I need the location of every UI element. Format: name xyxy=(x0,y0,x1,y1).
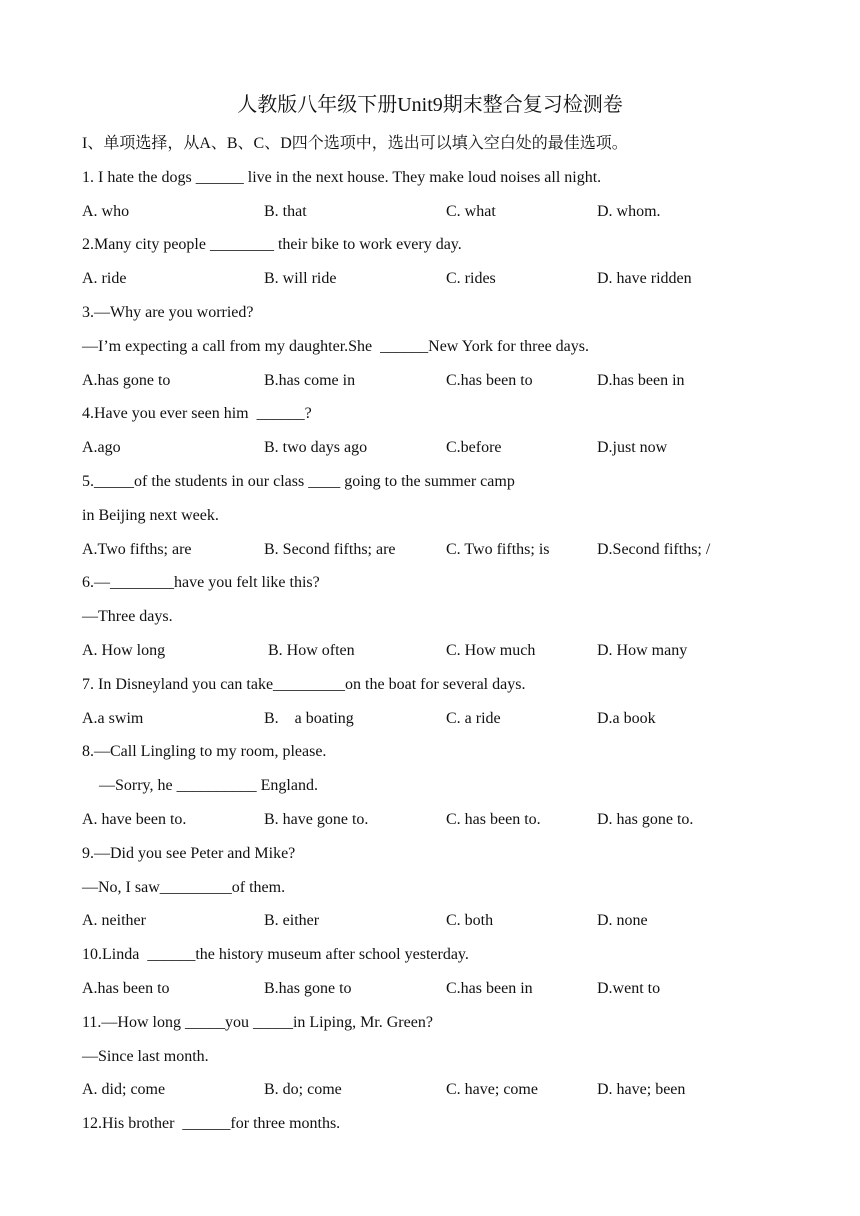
question-stem-line-2: —Three days. xyxy=(82,608,173,626)
question-4 xyxy=(82,403,782,471)
option-d[interactable]: D. has gone to. xyxy=(597,810,694,828)
options-row xyxy=(82,809,782,843)
question-5 xyxy=(82,471,782,572)
option-d[interactable]: D.just now xyxy=(597,439,668,457)
option-d[interactable]: D. How many xyxy=(597,641,688,659)
question-9 xyxy=(82,843,782,944)
options-row xyxy=(82,1079,782,1113)
option-d[interactable]: D. have; been xyxy=(597,1081,686,1099)
question-stem: 7. In Disneyland you can take_________on the boat for several days. xyxy=(82,675,526,693)
options-row xyxy=(82,437,782,471)
option-b[interactable]: B. will ride xyxy=(264,270,337,288)
option-c[interactable]: C. both xyxy=(446,912,494,930)
question-10 xyxy=(82,944,782,1012)
option-b[interactable]: B. do; come xyxy=(264,1081,342,1099)
page-title: 人教版八年级下册Unit9期末整合复习检测卷 xyxy=(237,94,623,116)
option-d[interactable]: D.a book xyxy=(597,709,656,727)
option-b[interactable]: B. a boating xyxy=(264,709,354,727)
option-c[interactable]: C. have; come xyxy=(446,1081,538,1099)
option-b[interactable]: B. either xyxy=(264,912,320,930)
option-b[interactable]: B. that xyxy=(264,202,307,220)
option-b[interactable]: B.has gone to xyxy=(264,979,352,997)
question-stem-line-2: —No, I saw_________of them. xyxy=(82,878,286,896)
option-c[interactable]: C.has been to xyxy=(446,371,533,389)
option-d[interactable]: D.went to xyxy=(597,979,661,997)
option-b[interactable]: B.has come in xyxy=(264,371,356,389)
option-d[interactable]: D. whom. xyxy=(597,202,661,220)
question-stem: 1. I hate the dogs ______ live in the next house. They make loud noises all night. xyxy=(82,168,602,186)
question-stem: 9.—Did you see Peter and Mike? xyxy=(82,844,296,862)
options-row xyxy=(82,910,782,944)
option-a[interactable]: A.has been to xyxy=(82,979,170,997)
question-1 xyxy=(82,167,782,235)
question-stem-line-2: —Since last month. xyxy=(82,1047,209,1065)
option-a[interactable]: A.Two fifths; are xyxy=(82,540,192,558)
option-d[interactable]: D. have ridden xyxy=(597,270,692,288)
question-2 xyxy=(82,234,782,302)
option-c[interactable]: C. Two fifths; is xyxy=(446,540,550,558)
option-b[interactable]: B. two days ago xyxy=(264,439,368,457)
question-stem: 10.Linda ______the history museum after school yesterday. xyxy=(82,946,469,964)
section-instruction: I、单项选择，从A、B、C、D四个选项中，选出可以填入空白处的最佳选项。 xyxy=(82,135,628,152)
question-stem: 3.—Why are you worried? xyxy=(82,303,254,321)
option-c[interactable]: C. has been to. xyxy=(446,810,541,828)
question-6 xyxy=(82,572,782,673)
option-a[interactable]: A.has gone to xyxy=(82,371,171,389)
option-a[interactable]: A. neither xyxy=(82,912,146,930)
option-c[interactable]: C. what xyxy=(446,202,496,220)
question-7 xyxy=(82,674,782,742)
option-c[interactable]: C.before xyxy=(446,439,502,457)
options-row xyxy=(82,640,782,674)
options-row xyxy=(82,370,782,404)
question-8 xyxy=(82,741,782,842)
question-stem-line-2: —I’m expecting a call from my daughter.She ______New York for three days. xyxy=(82,337,589,355)
option-a[interactable]: A. did; come xyxy=(82,1081,166,1099)
option-b[interactable]: B. Second fifths; are xyxy=(264,540,396,558)
question-stem-line-2: in Beijing next week. xyxy=(82,506,219,524)
options-row xyxy=(82,268,782,302)
question-stem: 5._____of the students in our class ____ going to the summer camp xyxy=(82,472,515,490)
option-d[interactable]: D.has been in xyxy=(597,371,685,389)
option-a[interactable]: A.ago xyxy=(82,439,121,457)
option-b[interactable]: B. How often xyxy=(268,641,355,659)
question-stem: 4.Have you ever seen him ______? xyxy=(82,405,312,423)
question-stem: 11.—How long _____you _____in Liping, Mr. Green? xyxy=(82,1013,433,1031)
question-stem: 6.—________have you felt like this? xyxy=(82,574,320,592)
options-row xyxy=(82,978,782,1012)
option-a[interactable]: A. who xyxy=(82,202,130,220)
option-b[interactable]: B. have gone to. xyxy=(264,810,369,828)
option-c[interactable]: C. rides xyxy=(446,270,496,288)
question-stem-line-2: —Sorry, he __________ England. xyxy=(99,777,318,795)
exam-content xyxy=(82,133,782,1147)
question-stem: 12.His brother ______for three months. xyxy=(82,1115,341,1133)
question-3 xyxy=(82,302,782,403)
question-stem: 2.Many city people ________ their bike to work every day. xyxy=(82,236,462,254)
option-a[interactable]: A. How long xyxy=(82,641,166,659)
options-row xyxy=(82,201,782,235)
option-d[interactable]: D. none xyxy=(597,912,648,930)
option-c[interactable]: C. How much xyxy=(446,641,536,659)
options-row xyxy=(82,708,782,742)
question-11 xyxy=(82,1012,782,1113)
option-a[interactable]: A. have been to. xyxy=(82,810,187,828)
option-d[interactable]: D.Second fifths; / xyxy=(597,540,711,558)
question-stem: 8.—Call Lingling to my room, please. xyxy=(82,743,327,761)
option-c[interactable]: C. a ride xyxy=(446,709,501,727)
option-c[interactable]: C.has been in xyxy=(446,979,533,997)
option-a[interactable]: A. ride xyxy=(82,270,127,288)
option-a[interactable]: A.a swim xyxy=(82,709,144,727)
question-12 xyxy=(82,1113,782,1147)
options-row xyxy=(82,539,782,573)
